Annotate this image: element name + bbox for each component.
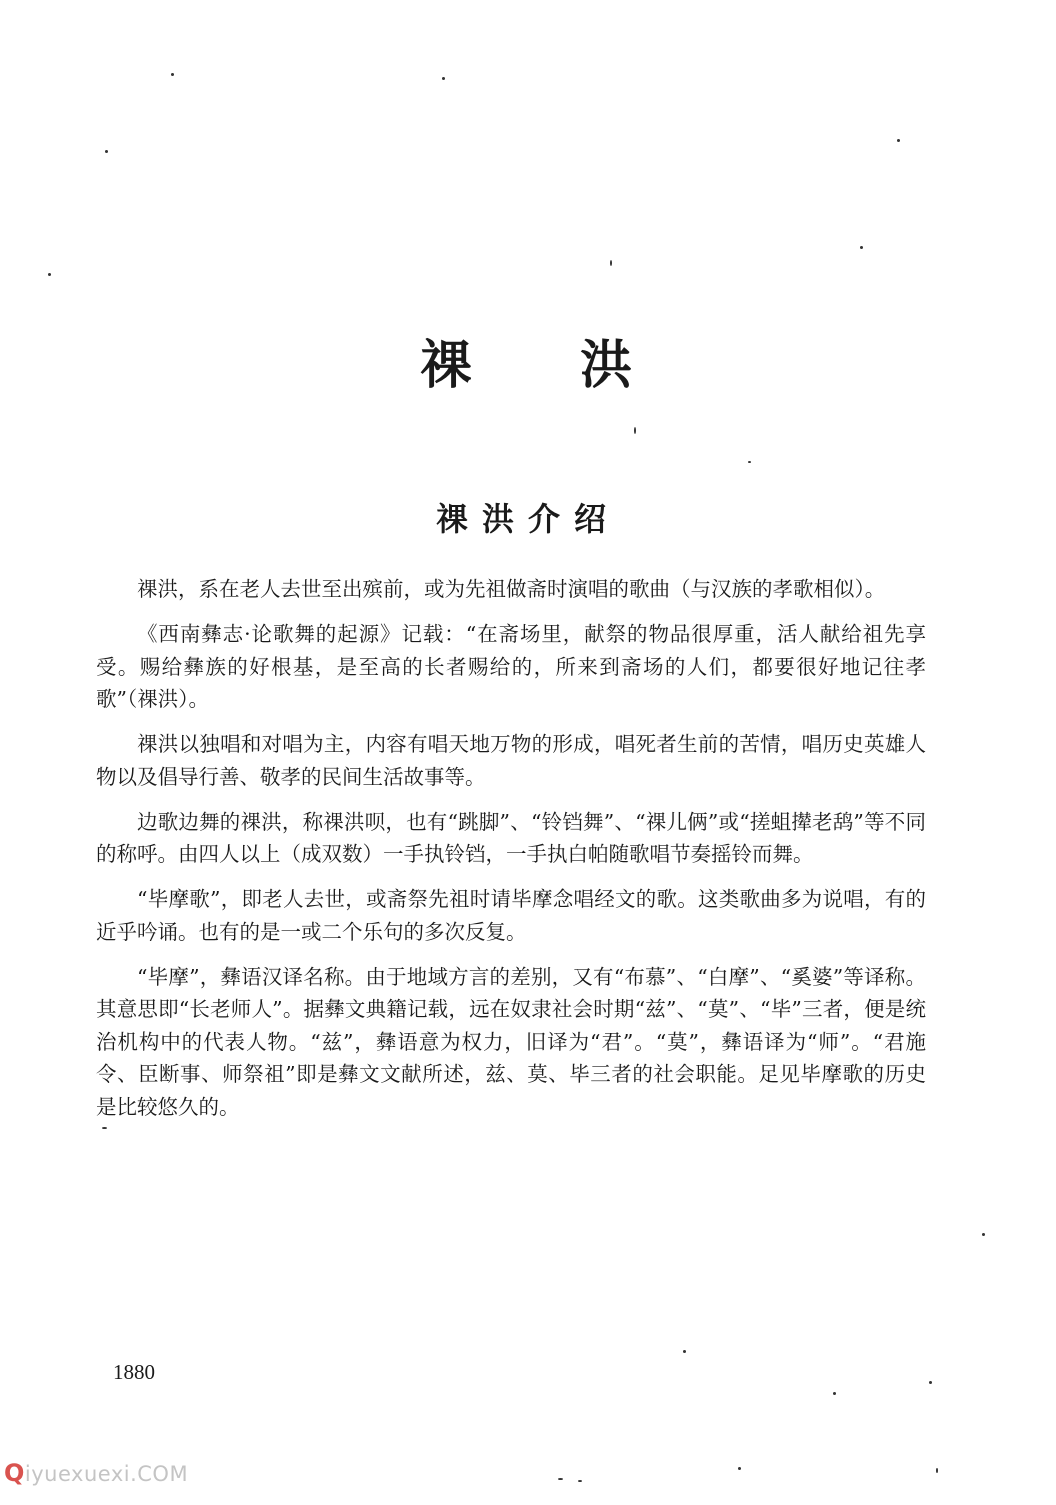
paragraph: 边歌边舞的祼洪，称祼洪呗，也有“跳脚”、“铃铛舞”、“祼儿俩”或“搓蛆撵老鸹”等不同的称呼。由四人以上（成双数）一手执铃铛，一手执白帕随歌唱节奏摇铃而舞。: [96, 809, 926, 866]
scan-speck: [936, 1468, 938, 1473]
scan-speck: [833, 1392, 836, 1395]
paragraph: “毕摩”，彝语汉译名称。由于地域方言的差别，又有“布慕”、“白摩”、“奚婆”等译称。其意思即“长老师人”。据彝文典籍记载，远在奴隶社会时期“兹”、“莫”、“毕”三者，便是统治机构中的代表人物。“兹”，彝语意为权力，旧译为“君”。“莫”，彝语译为“师”。“君施令、臣断事、师祭祖”即是彝文文献所述，兹、莫、毕三者的社会职能。足见毕摩歌的历史是比较悠久的。: [96, 964, 926, 1119]
scan-speck: [610, 260, 612, 266]
paragraph: 《西南彝志·论歌舞的起源》记载：“在斋场里，献祭的物品很厚重，活人献给祖先享受。赐给彝族的好根基，是至高的长者赐给的，所来到斋场的人们，都要很好地记往孝歌”（祼洪）。: [96, 622, 926, 711]
watermark: [4, 1460, 188, 1487]
scan-speck: [738, 1467, 741, 1470]
scan-speck: [748, 461, 751, 463]
scan-speck: [897, 139, 900, 142]
page-title-char-1: 祼: [419, 335, 476, 396]
scan-speck: [982, 1233, 985, 1236]
scan-speck: [48, 273, 51, 276]
watermark-q: Q: [4, 1459, 25, 1487]
page-title-char-2: 洪: [580, 335, 637, 396]
section-title: 祼洪介绍: [435, 500, 620, 538]
paragraph: 祼洪以独唱和对唱为主，内容有唱天地万物的形成，唱死者生前的苦情，唱历史英雄人物以及倡导行善、敬孝的民间生活故事等。: [96, 732, 926, 789]
paragraph: “毕摩歌”，即老人去世，或斋祭先祖时请毕摩念唱经文的歌。这类歌曲多为说唱，有的近乎吟诵。也有的是一或二个乐句的多次反复。: [96, 887, 926, 944]
scan-speck: [442, 77, 445, 80]
page-title: [0, 334, 1056, 398]
scan-speck: [683, 1350, 686, 1353]
scan-speck: [105, 150, 108, 153]
scan-speck: [634, 427, 636, 434]
scan-speck: [578, 1480, 582, 1482]
body-text: [96, 573, 926, 1136]
scan-speck: [558, 1478, 563, 1480]
page-number: 1880: [113, 1360, 155, 1384]
scan-speck: [860, 246, 863, 249]
scan-speck: [171, 73, 174, 76]
scan-speck: [102, 1127, 107, 1129]
paragraph: 祼洪，系在老人去世至出殡前，或为先祖做斋时演唱的歌曲（与汉族的孝歌相似）。: [137, 577, 886, 601]
watermark-text: iyuexuexi.COM: [24, 1462, 189, 1486]
scan-speck: [929, 1381, 932, 1384]
